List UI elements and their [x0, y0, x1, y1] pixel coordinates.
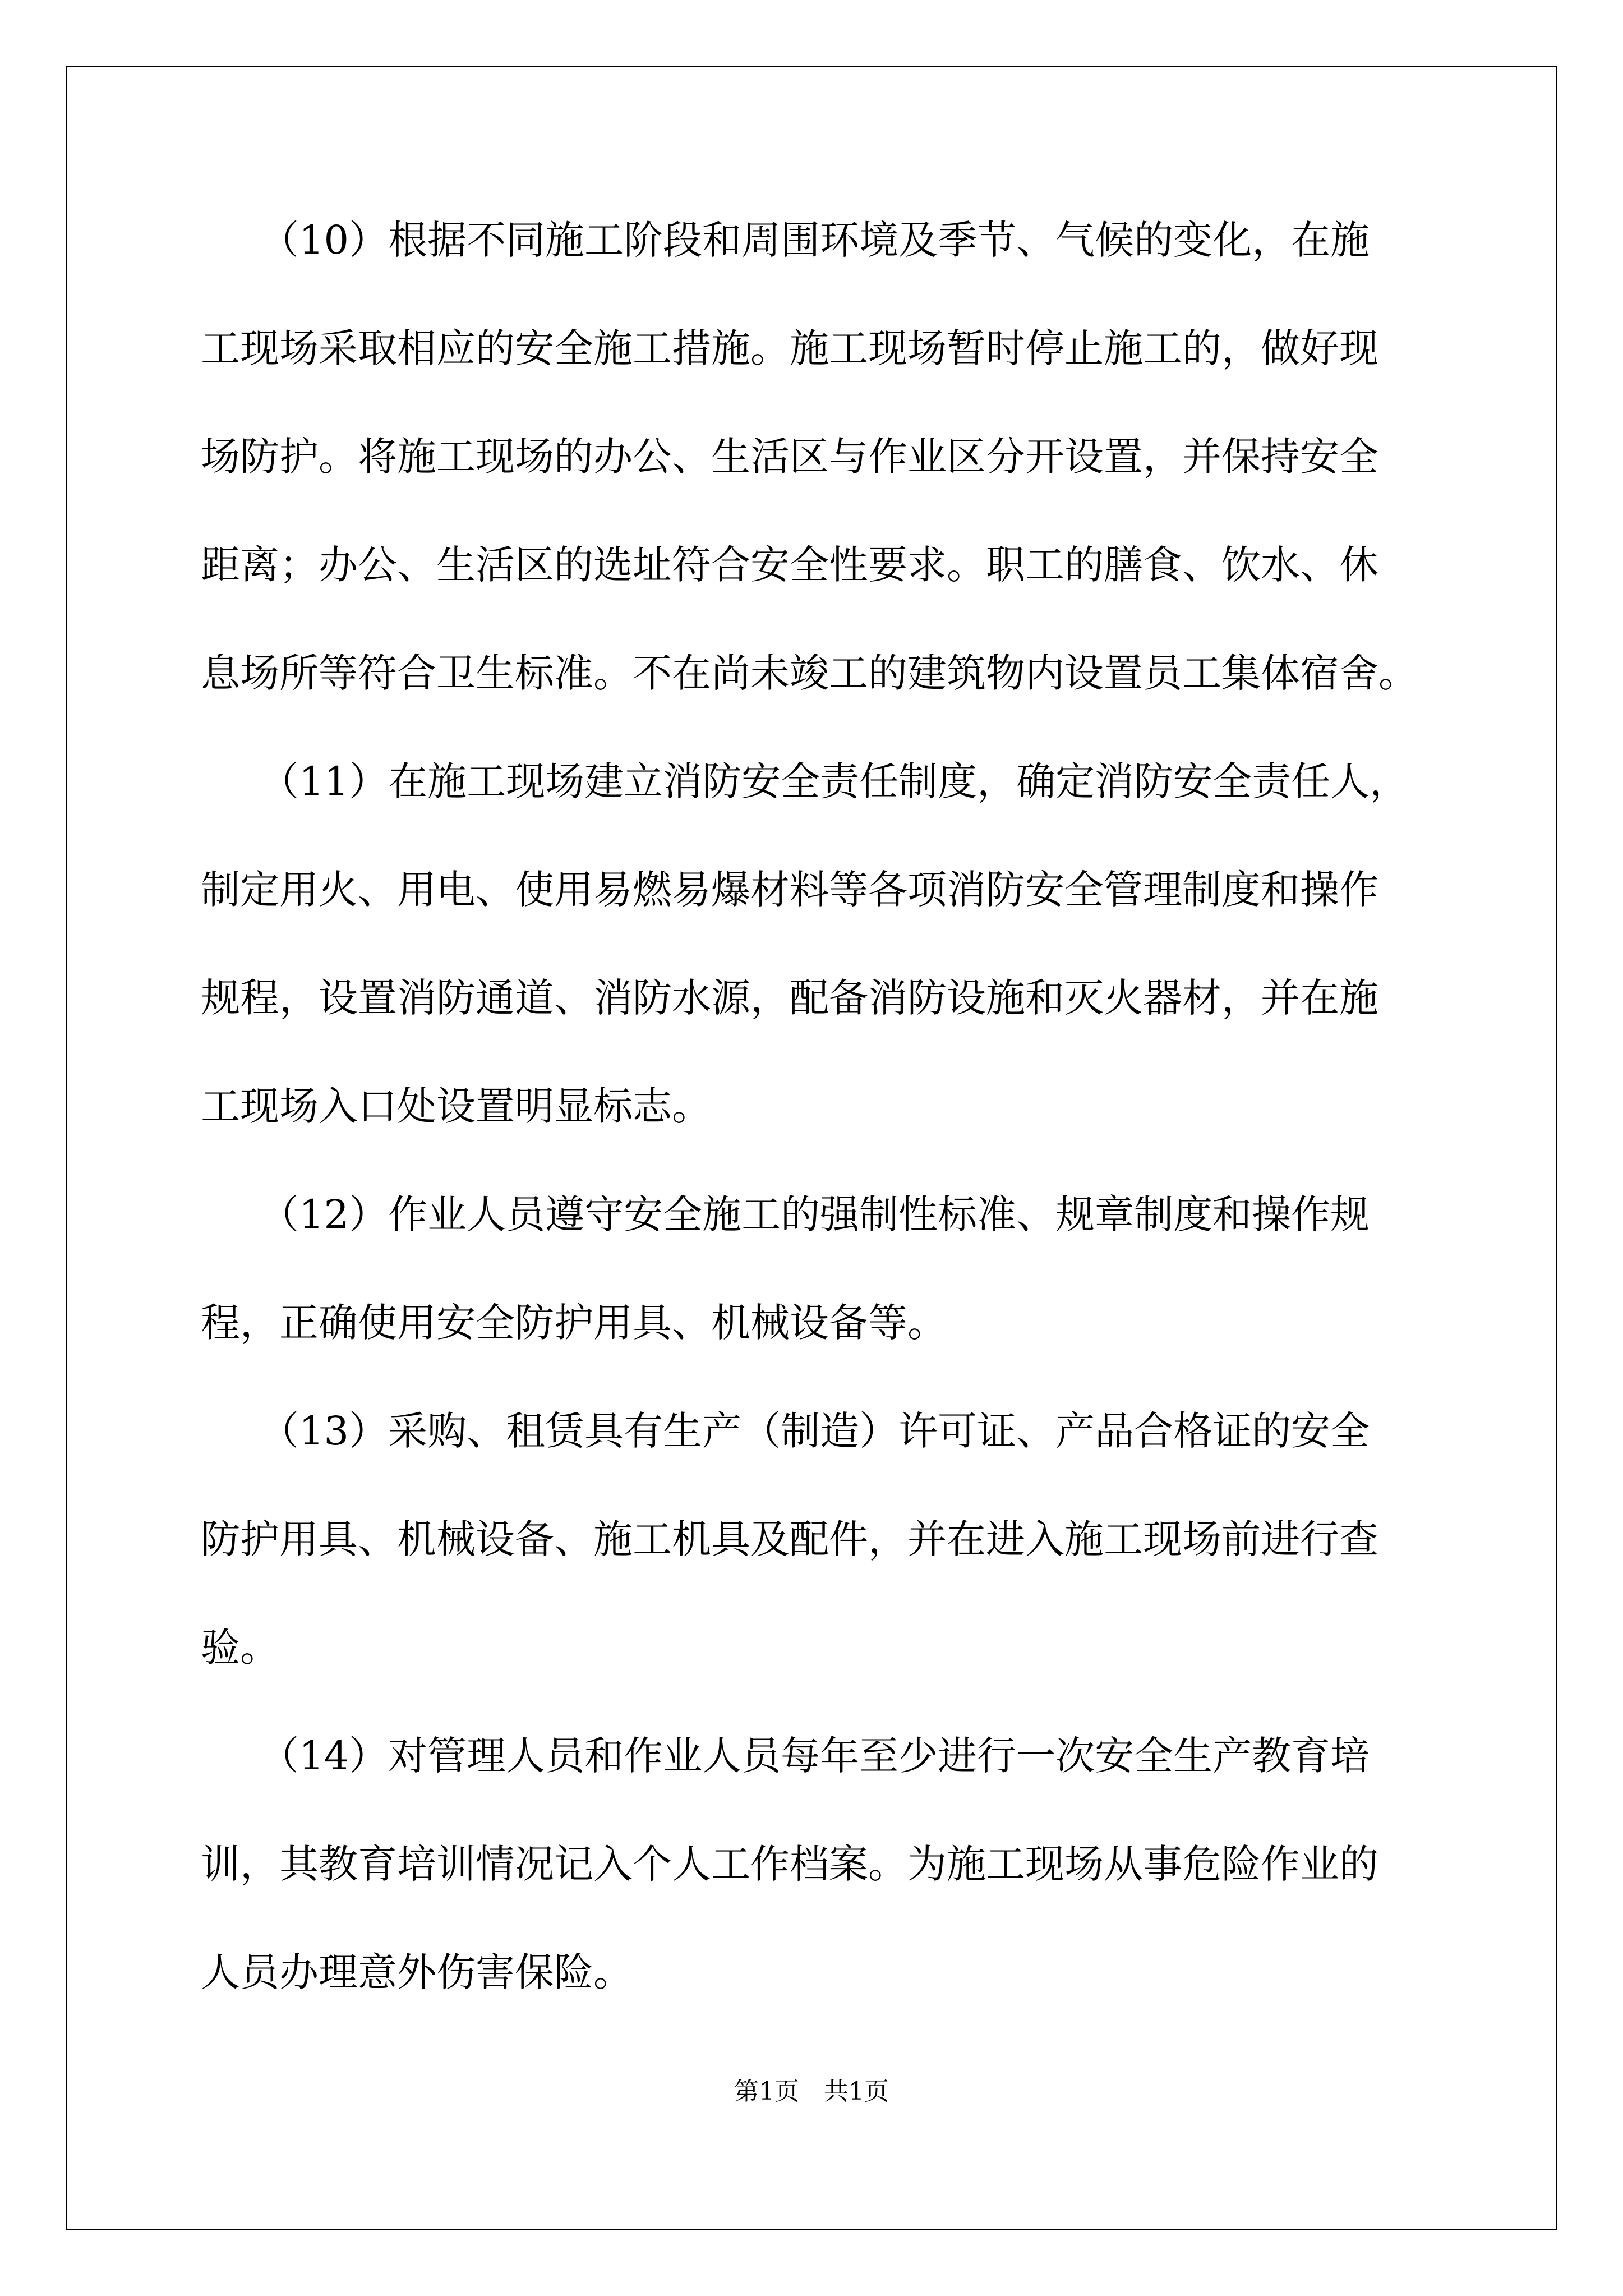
text-line: （12）作业人员遵守安全施工的强制性标准、规章制度和操作规 [201, 1191, 1370, 1237]
text-line: 工现场入口处设置明显标志。 [201, 1083, 711, 1129]
text-line: 制定用火、用电、使用易燃易爆材料等各项消防安全管理制度和操作 [201, 867, 1378, 913]
text-line: 工现场采取相应的安全施工措施。施工现场暂时停止施工的，做好现 [201, 325, 1378, 371]
text-line: 规程，设置消防通道、消防水源，配备消防设施和灭火器材，并在施 [201, 975, 1378, 1021]
text-line: （10）根据不同施工阶段和周围环境及季节、气候的变化，在施 [201, 217, 1370, 263]
text-line: （13）采购、租赁具有生产（制造）许可证、产品合格证的安全 [201, 1408, 1370, 1454]
text-line: 程，正确使用安全防护用具、机械设备等。 [201, 1300, 947, 1346]
text-line: （11）在施工现场建立消防安全责任制度，确定消防安全责任人， [201, 758, 1409, 804]
text-line: 距离；办公、生活区的选址符合安全性要求。职工的膳食、饮水、休 [201, 542, 1378, 588]
document-body [201, 213, 1435, 1999]
text-line: 防护用具、机械设备、施工机具及配件，并在进入施工现场前进行查 [201, 1516, 1378, 1562]
text-line: 场防护。将施工现场的办公、生活区与作业区分开设置，并保持安全 [201, 434, 1378, 480]
text-line: （14）对管理人员和作业人员每年至少进行一次安全生产教育培 [201, 1733, 1370, 1779]
page-number: 第1页 共1页 [734, 2077, 889, 2106]
text-line: 息场所等符合卫生标准。不在尚未竣工的建筑物内设置员工集体宿舍。 [201, 650, 1418, 696]
text-line: 验。 [201, 1625, 279, 1671]
text-line: 人员办理意外伤害保险。 [201, 1949, 633, 1995]
text-line: 训，其教育培训情况记入个人工作档案。为施工现场从事危险作业的 [201, 1841, 1378, 1887]
